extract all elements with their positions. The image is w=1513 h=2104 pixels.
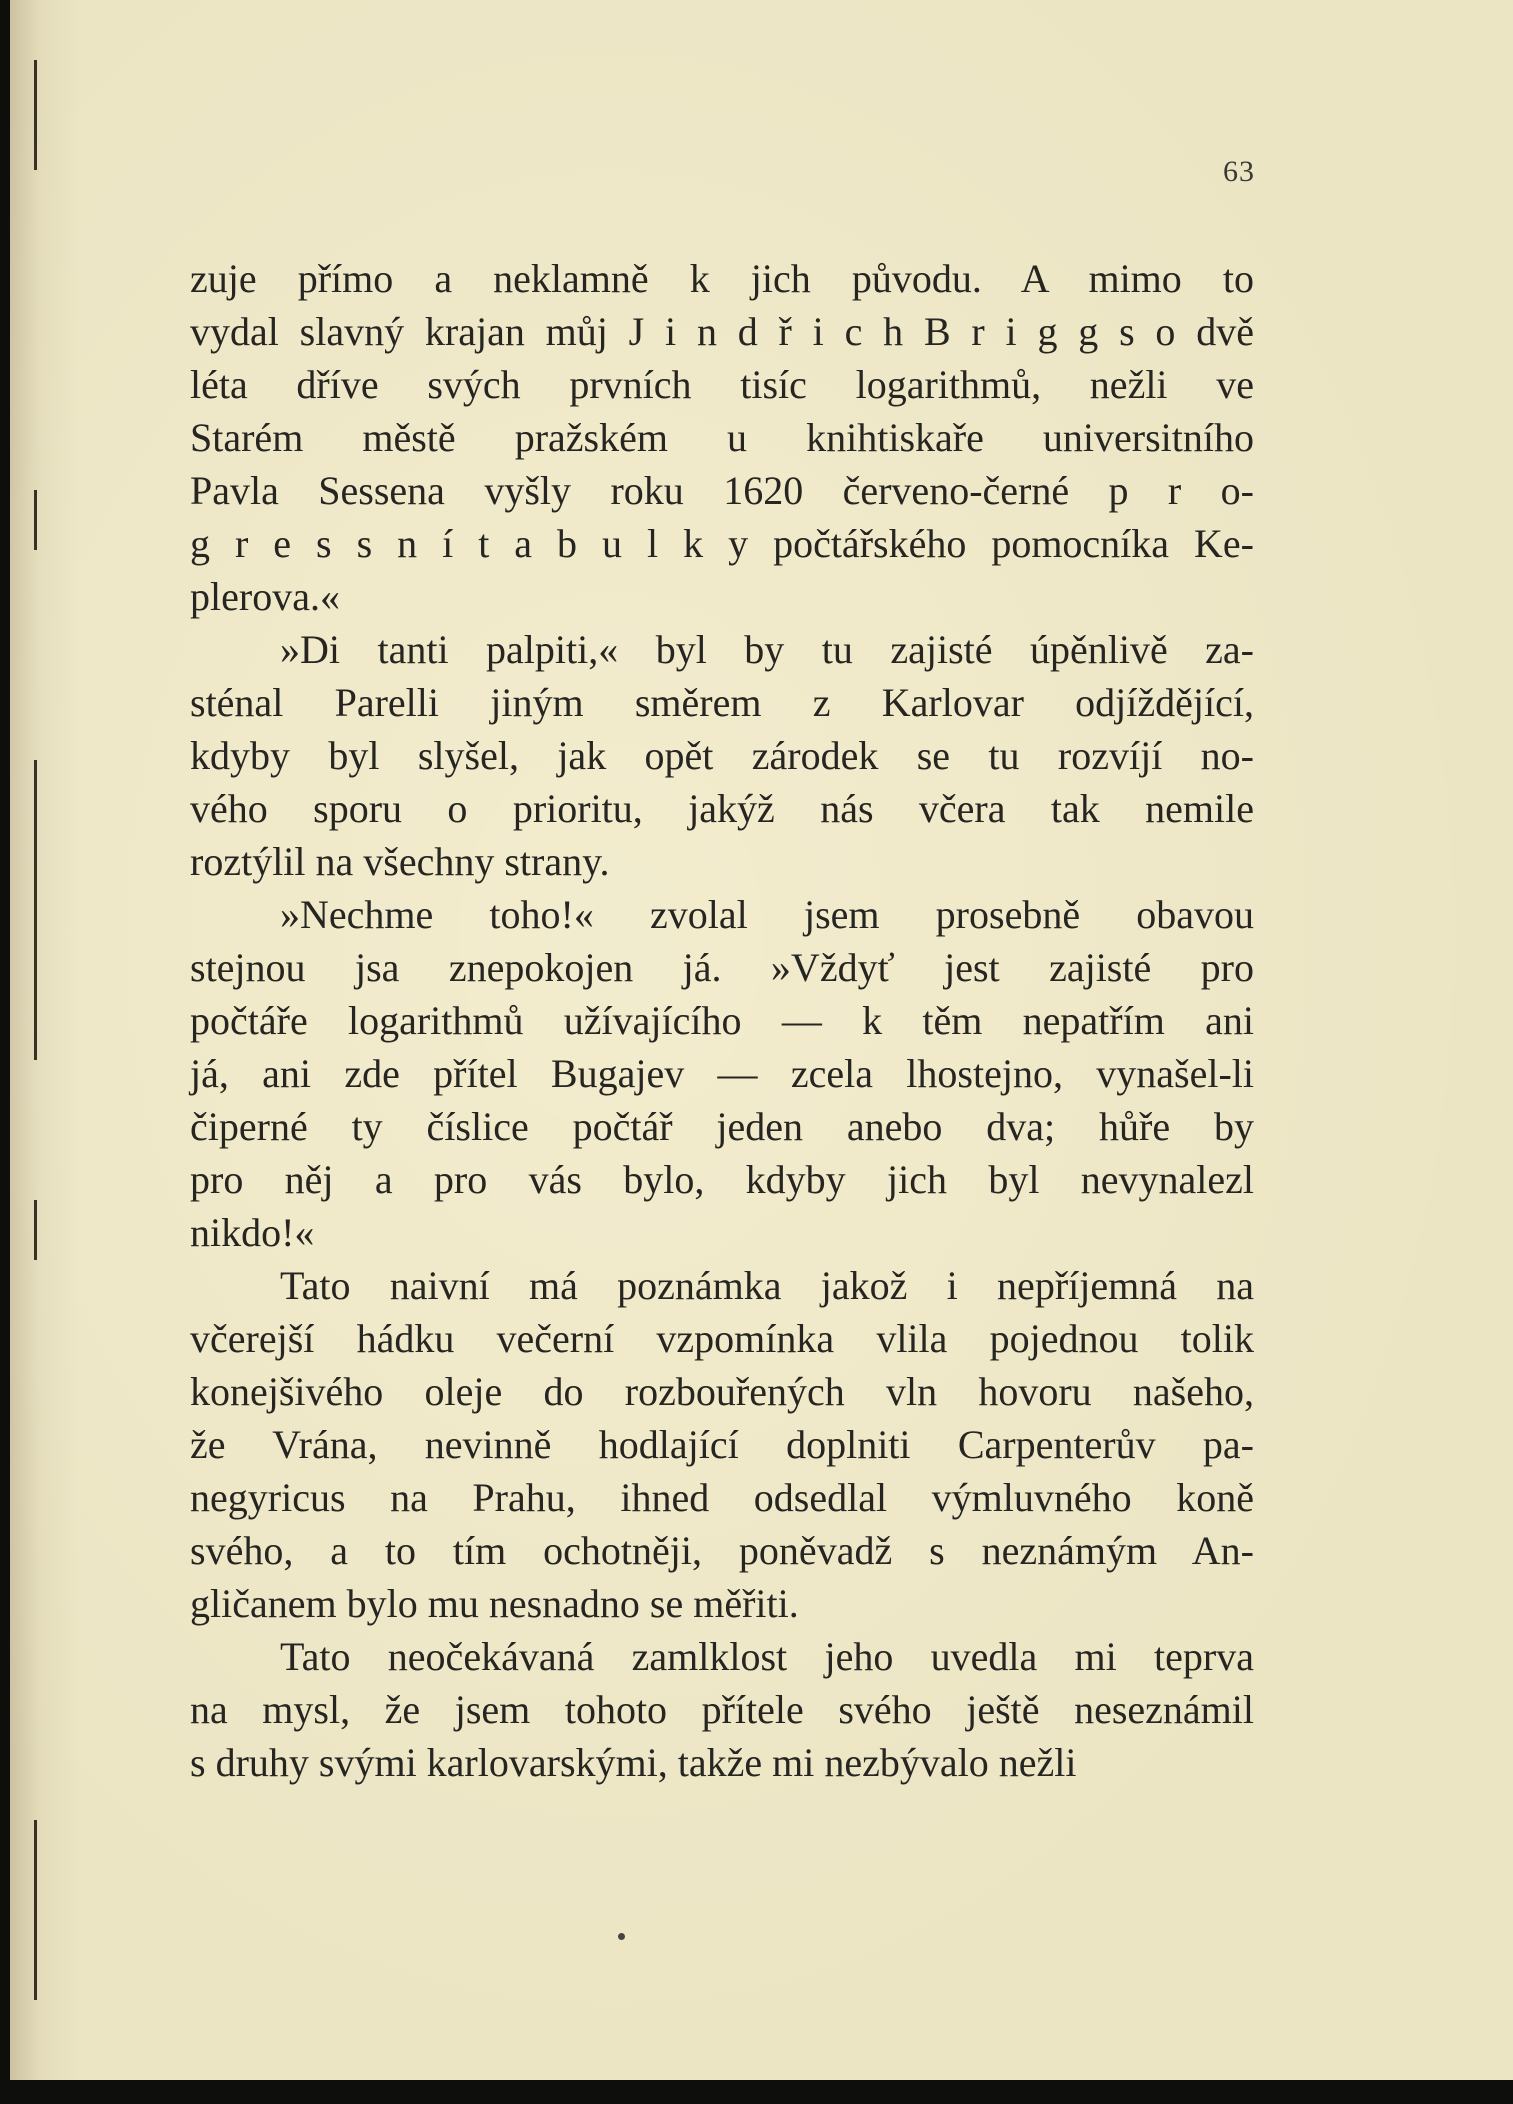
text-line: včerejší hádku večerní vzpomínka vlila pojednou tolik xyxy=(190,1316,1254,1361)
text-line: Tato naivní má poznámka jakož i nepříjemná na xyxy=(280,1263,1254,1308)
text-line: vého sporu o prioritu, jakýž nás včera tak nemile xyxy=(190,786,1254,831)
text-line: Tato neočekávaná zamlklost jeho uvedla mi teprva xyxy=(280,1634,1254,1679)
page-number: 63 xyxy=(1223,155,1255,188)
text-line: Pavla Sessena vyšly roku 1620 červeno-černé p r o- xyxy=(190,468,1254,513)
paragraph xyxy=(190,623,1254,888)
text-line: konejšivého oleje do rozbouřených vln hovoru našeho, xyxy=(190,1369,1254,1414)
binding-edge-mark xyxy=(34,1820,37,2000)
text-line: negyricus na Prahu, ihned odsedlal výmluvného koně xyxy=(190,1475,1254,1520)
paragraph xyxy=(190,252,1254,623)
binding-edge-mark xyxy=(34,60,37,170)
text-line: s druhy svými karlovarskými, takže mi nezbývalo nežli xyxy=(190,1740,1077,1785)
text-line: pro něj a pro vás bylo, kdyby jich byl nevynalezl xyxy=(190,1157,1254,1202)
binding-edge-mark xyxy=(34,760,37,1060)
book-page xyxy=(10,0,1513,2080)
text-line: »Nechme toho!« zvolal jsem prosebně obavou xyxy=(280,892,1254,937)
binding-edge-mark xyxy=(34,490,37,550)
text-line: zuje přímo a neklamně k jich původu. A mimo to xyxy=(190,256,1254,301)
text-line: že Vrána, nevinně hodlající doplniti Carpenterův pa- xyxy=(190,1422,1254,1467)
text-line: plerova.« xyxy=(190,574,340,619)
paragraph xyxy=(190,1630,1254,1789)
text-line: Starém městě pražském u knihtiskaře universitního xyxy=(190,415,1254,460)
text-line: na mysl, že jsem tohoto přítele svého ještě neseznámil xyxy=(190,1687,1254,1732)
text-line: já, ani zde přítel Bugajev — zcela lhostejno, vynašel-li xyxy=(190,1051,1254,1096)
binding-edge-mark xyxy=(34,1200,37,1260)
text-line: nikdo!« xyxy=(190,1210,315,1255)
text-line: roztýlil na všechny strany. xyxy=(190,839,610,884)
paragraph xyxy=(190,888,1254,1259)
text-line: sténal Parelli jiným směrem z Karlovar odjíždějící, xyxy=(190,680,1254,725)
text-line: vydal slavný krajan můj J i n d ř i c h B r i g g s o dvě xyxy=(190,309,1254,354)
text-line: gličanem bylo mu nesnadno se měřiti. xyxy=(190,1581,799,1626)
text-line: stejnou jsa znepokojen já. »Vždyť jest zajisté pro xyxy=(190,945,1254,990)
text-line: svého, a to tím ochotněji, poněvadž s neznámým An- xyxy=(190,1528,1254,1573)
text-line: »Di tanti palpiti,« byl by tu zajisté úpěnlivě za- xyxy=(280,627,1254,672)
paragraph xyxy=(190,1259,1254,1630)
text-line: léta dříve svých prvních tisíc logarithmů, nežli ve xyxy=(190,362,1254,407)
text-line: čiperné ty číslice počtář jeden anebo dva; hůře by xyxy=(190,1104,1254,1149)
text-line: počtáře logarithmů užívajícího — k těm nepatřím ani xyxy=(190,998,1254,1043)
text-line: g r e s s n í t a b u l k y počtářského pomocníka Ke- xyxy=(190,521,1254,566)
body-text xyxy=(190,252,1254,1789)
ink-speck xyxy=(618,1933,625,1940)
text-line: kdyby byl slyšel, jak opět zárodek se tu rozvíjí no- xyxy=(190,733,1254,778)
